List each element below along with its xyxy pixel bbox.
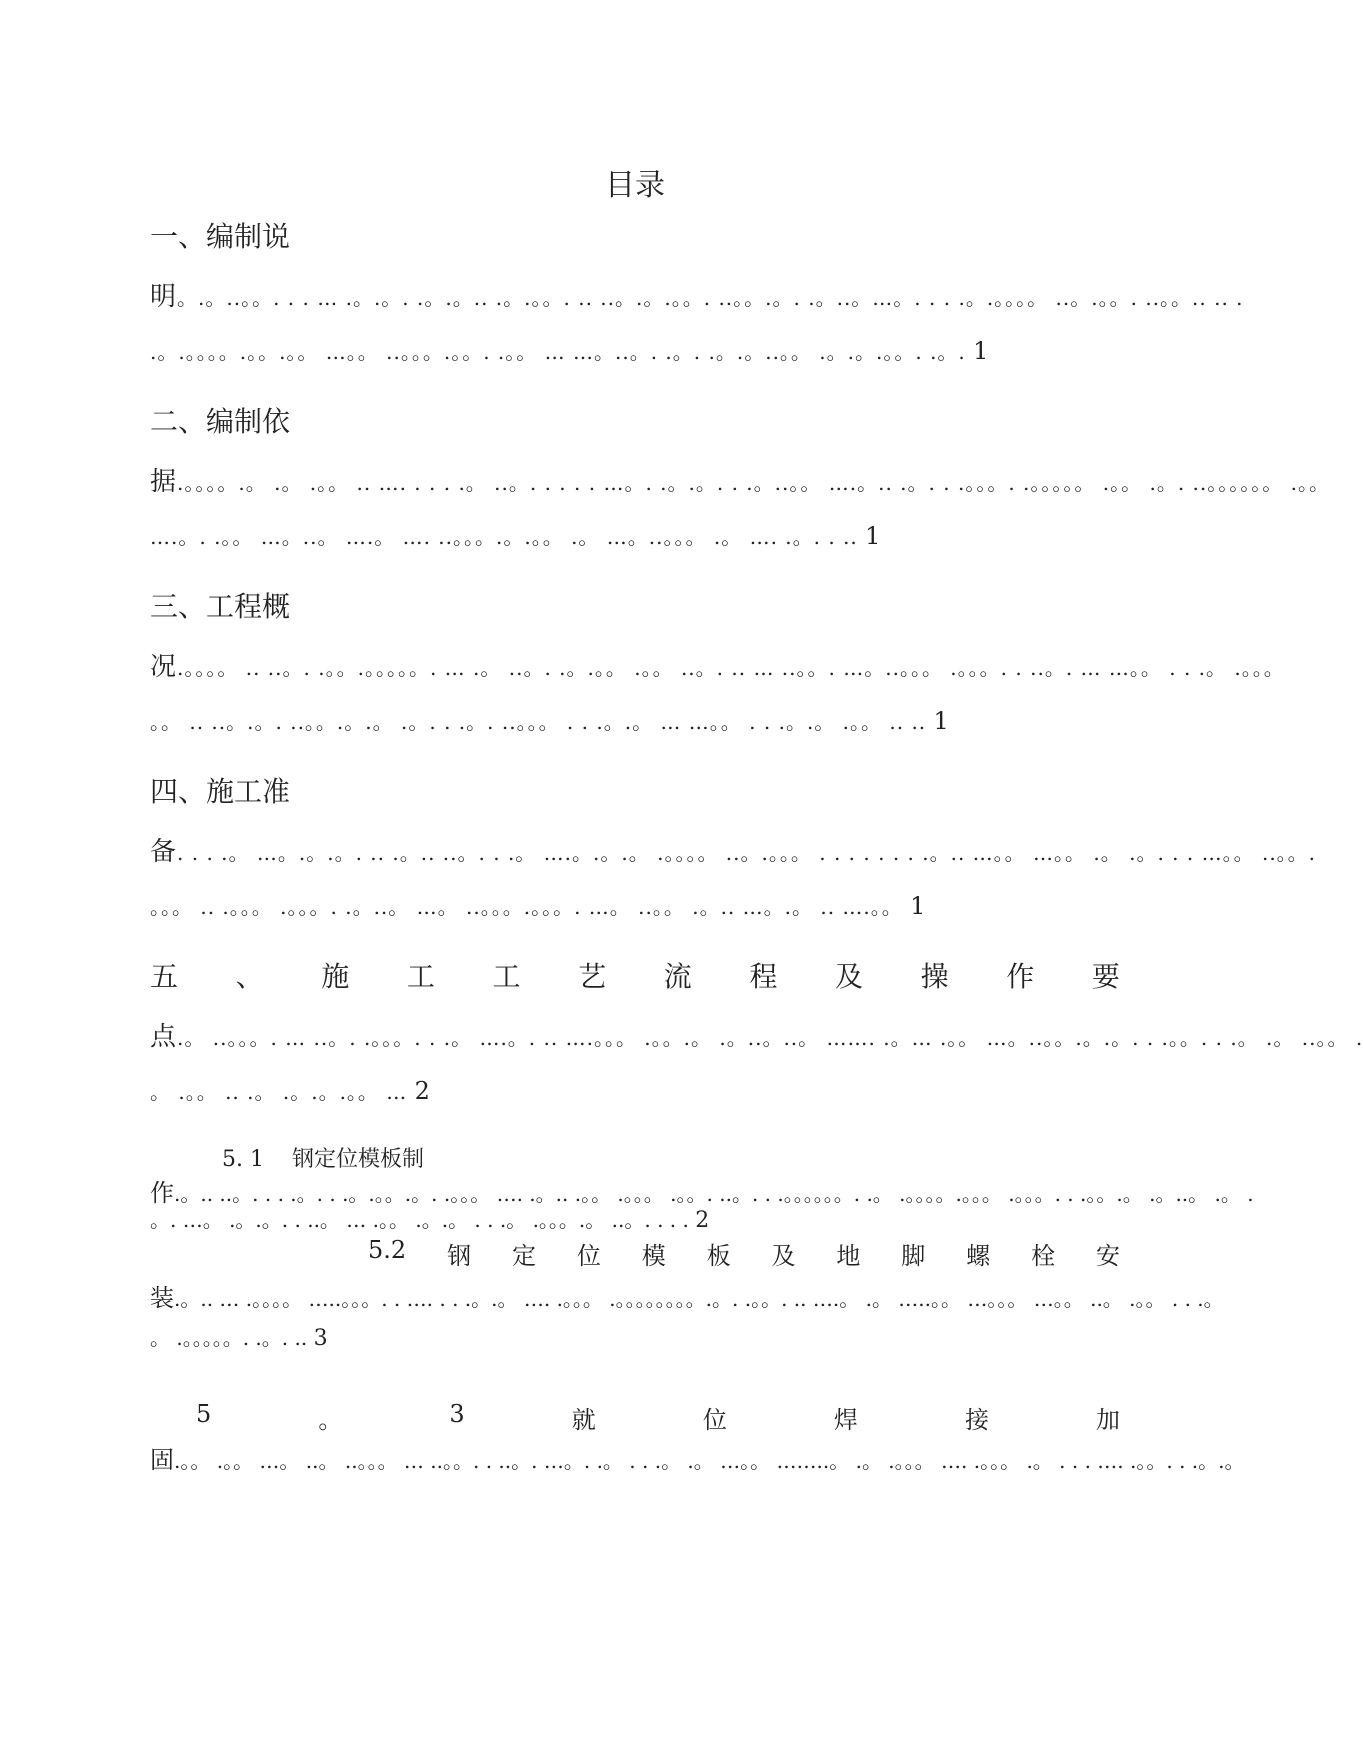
toc-sub-5-3-char: 接	[964, 1406, 989, 1434]
toc-entry-5-dots: .。 ..。。。. … ..。. .。。。. . .。 ….。. .. ….。。。 .。。.。 .。..。..。 ……. .。… .。。 …。..。。.。.。. . .。。. . .。 .。 ..。。 .	[177, 1026, 1363, 1050]
toc-sub-5-2-char: 位	[576, 1242, 601, 1270]
toc-entry-1-dots: 。.。..。。. . . … .。.。. .。.。.. .。.。。. .. ..。.。.。。. ..。。.。. .。..。…。. . . .。.。。。。 ..。.。。. ..。。.. .. .	[177, 286, 1244, 310]
toc-heading-1: 一、编制说	[150, 220, 291, 253]
toc-entry-1-line2[interactable]	[150, 336, 1120, 365]
toc-entry-3-lead-char: 况	[150, 652, 178, 682]
toc-entry-2-dots-cont: ….。. .。。 …。..。 ….。 …. ..。。。.。.。。 .。 …。..。。。 .。 …. .。. . ..	[150, 525, 858, 549]
toc-sub-5-2-dots: .。.. … .。。。。 …..。。。. . …. . . .。.。 …. .。。。 .。。。。。。。。.。. .。。. .. ….。 .。 …..。。 …。。。 …。。 ..。 .。。 . . .。	[174, 1287, 1224, 1311]
toc-heading-5-char: 施	[321, 960, 350, 993]
toc-heading-5-char: 流	[663, 960, 692, 993]
toc-sub-5-1-dots: .。.. ..。. . . .。. . .。.。。.。. .。。。 …. .。.. .。。 .。。。 .。。. ..。. . .。。。。。。. .。 .。。。。.。。。 .。。。. . .。。.。 .。..。 .。 .	[174, 1182, 1254, 1206]
toc-entry-2-page: 1	[865, 522, 882, 550]
toc-sub-5-3-char: 就	[571, 1406, 596, 1434]
toc-sub-5-1-page: 2	[695, 1208, 710, 1233]
toc-entry-3-dots-cont: 。。 .. ..。.。. ..。。.。.。 .。. . .。. ..。。。 . . .。.。 … …。。 . . .。.。 .。。 .. ..	[150, 710, 927, 734]
toc-heading-5-char: 操	[920, 960, 949, 993]
toc-sub-5-1-title: 钢定位模板制	[291, 1147, 424, 1172]
toc-sub-5-2-char: 螺	[966, 1242, 991, 1270]
toc-sub-5-2-char: 钢	[447, 1242, 472, 1270]
toc-sub-5-1-line1[interactable]	[150, 1173, 1254, 1208]
toc-sub-5-1-lead-char: 作	[150, 1179, 174, 1207]
toc-heading-4: 四、施工准	[150, 775, 291, 808]
toc-entry-4-lead-char: 备	[150, 837, 178, 867]
toc-sub-5-2-heading	[368, 1236, 1120, 1271]
toc-sub-5-3-heading	[196, 1400, 1120, 1435]
toc-heading-5-char: 、	[235, 960, 264, 993]
toc-entry-3-page: 1	[933, 707, 950, 735]
toc-entry-5-dots-cont: 。 .。。 .. .。 .。.。.。。 …	[150, 1080, 408, 1104]
toc-sub-5-3-char: 5	[196, 1400, 212, 1428]
toc-sub-5-1-dots-cont: 。. …。 .。.。. . ..。 … .。。 .。.。 . . .。 .。。。.。 ..。. . . .	[150, 1208, 689, 1232]
toc-sub-5-2-char: 5.2	[368, 1236, 407, 1264]
toc-heading-5-char: 工	[406, 960, 435, 993]
toc-entry-3-dots: .。。。。 .. ..。. .。。.。。。。。. … .。 ..。. .。.。。 .。。 ..。. .. … ..。。. …。..。。。 .。。。. . ..。. … …。。 . . .。 .。。。	[177, 656, 1285, 680]
toc-entry-4-line1[interactable]	[150, 831, 1317, 868]
toc-sub-5-2-line2[interactable]	[150, 1322, 1120, 1351]
toc-entry-1-page: 1	[973, 337, 990, 365]
toc-entry-4-page: 1	[910, 892, 927, 920]
toc-heading-5-char: 程	[749, 960, 778, 993]
toc-heading-2: 二、编制依	[150, 405, 291, 438]
toc-heading-5-char: 及	[835, 960, 864, 993]
toc-sub-5-2-char: 地	[836, 1242, 861, 1270]
toc-entry-2-dots: .。。。。.。 .。 .。。 .. …. . . . .。 ..。. . . . . …。. .。.。. . .。..。。 ….。.. .。. . .。。。. .。。。。。 .。。 .。. ..。。。。。。 .。。	[177, 471, 1330, 495]
toc-sub-5-3-dots: .。。 .。。 …。 ..。 ..。。。 … ..。。. . ..。. …。. .。 . . .。 .。 …。。 ……..。 .。 .。。。 …. .。。。 .。 . . . …. .。。. . .。.。	[174, 1449, 1245, 1473]
toc-entry-1-dots-cont: .。.。。。。.。。.。。 …。。 ..。。。.。。. .。。 … …。..。. .。. .。.。..。。 .。.。.。。. .。.	[150, 340, 966, 364]
toc-entry-5-line2[interactable]	[150, 1076, 1120, 1105]
toc-heading-5-char: 五	[150, 960, 179, 993]
toc-entry-1-line1[interactable]	[150, 276, 1244, 313]
toc-heading-3: 三、工程概	[150, 590, 291, 623]
toc-sub-5-1-line2[interactable]	[150, 1204, 1120, 1233]
toc-entry-3-line1[interactable]	[150, 646, 1285, 683]
toc-heading-5-char: 作	[1006, 960, 1035, 993]
toc-heading-5	[150, 955, 1120, 995]
toc-sub-5-2-lead-char: 装	[150, 1284, 174, 1312]
toc-sub-5-3-char: 3	[449, 1400, 465, 1428]
toc-entry-2-line2[interactable]	[150, 521, 1120, 550]
toc-sub-5-3-char: 焊	[833, 1406, 858, 1434]
toc-sub-5-1-number: 5. 1	[222, 1147, 264, 1172]
toc-entry-5-lead-char: 点	[150, 1022, 178, 1052]
toc-sub-5-1-heading	[222, 1142, 922, 1173]
toc-sub-5-2-char: 板	[706, 1242, 731, 1270]
toc-entry-4-dots-cont: 。。。 .. .。。。 .。。。. .。..。 …。 ..。。。.。。。. …。 ..。。 .。.. …。.。 .. ….。。	[150, 895, 903, 919]
toc-sub-5-2-dots-cont: 。 .。。。。。. .。. ..	[150, 1326, 308, 1350]
toc-entry-4-dots: . . . .。 …。.。.。. .. .。.. ..。. . .。 ….。.。.。 .。。。。 ..。.。。。 . . . . . . . .。.. …。。 …。。 .。 .。. . . …。。 ..。。.	[177, 841, 1317, 865]
toc-entry-4-line2[interactable]	[150, 891, 1120, 920]
toc-entry-5-page: 2	[414, 1077, 431, 1105]
toc-sub-5-3-line1[interactable]	[150, 1440, 1245, 1475]
toc-sub-5-2-char: 脚	[901, 1242, 926, 1270]
toc-heading-5-char: 工	[492, 960, 521, 993]
toc-sub-5-2-char: 及	[771, 1242, 796, 1270]
toc-entry-2-lead-char: 据	[150, 467, 178, 497]
toc-entry-2-line1[interactable]	[150, 461, 1330, 498]
toc-sub-5-3-char: 位	[702, 1406, 727, 1434]
toc-sub-5-2-page: 3	[313, 1326, 328, 1351]
toc-sub-5-2-char: 栓	[1031, 1242, 1056, 1270]
toc-sub-5-2-char: 模	[641, 1242, 666, 1270]
toc-sub-5-2-char: 安	[1095, 1242, 1120, 1270]
toc-title: 目录	[605, 168, 665, 203]
toc-sub-5-2-char: 定	[511, 1242, 536, 1270]
toc-sub-5-2-line1[interactable]	[150, 1278, 1224, 1313]
toc-entry-1-lead-char: 明	[150, 282, 178, 312]
toc-sub-5-3-char: 。	[318, 1406, 343, 1434]
toc-entry-5-line1[interactable]	[150, 1016, 1363, 1053]
toc-heading-5-char: 艺	[578, 960, 607, 993]
toc-sub-5-3-lead-char: 固	[150, 1446, 174, 1474]
toc-entry-3-line2[interactable]	[150, 706, 1120, 735]
toc-heading-5-char: 要	[1091, 960, 1120, 993]
toc-sub-5-3-char: 加	[1096, 1406, 1120, 1434]
